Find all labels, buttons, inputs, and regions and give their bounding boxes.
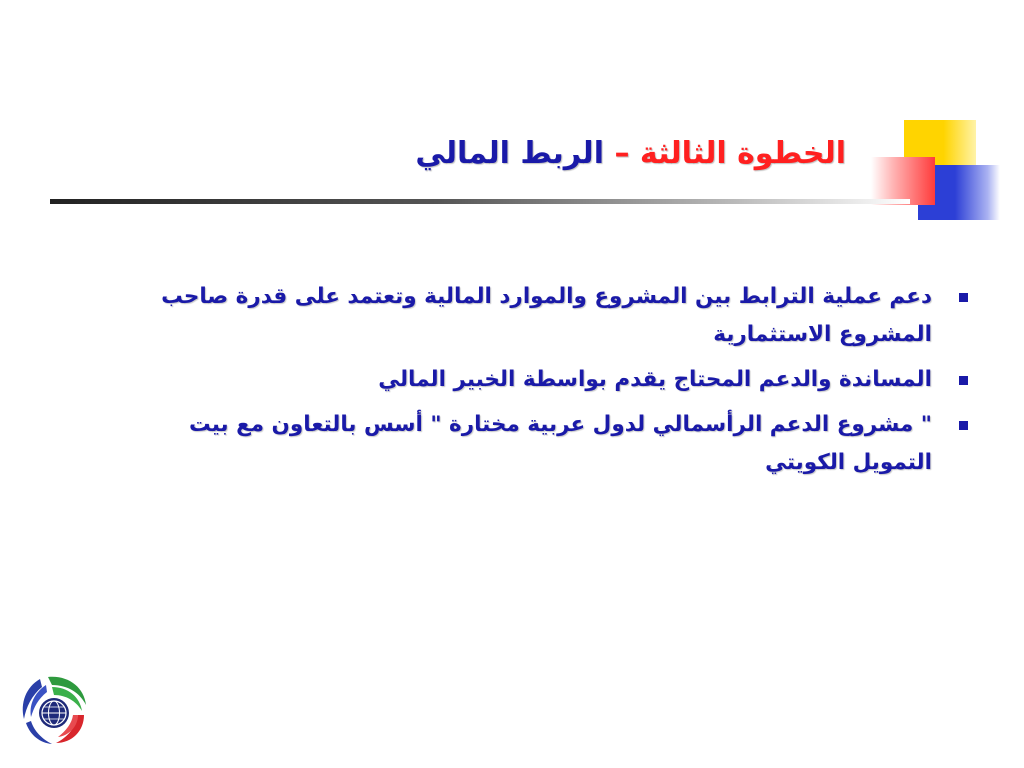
bullet-text: " مشروع الدعم الرأسمالي لدول عربية مختارة " أسس بالتعاون مع بيت التمويل الكويتي (188, 412, 932, 475)
bullet-square-icon (959, 421, 968, 430)
bullet-item (132, 361, 932, 399)
bullet-item (132, 406, 932, 482)
slide-title-highlight: الخطوة الثالثة – (614, 136, 846, 171)
bullet-square-icon (959, 293, 968, 302)
decor-red-square (871, 157, 935, 205)
title-divider (50, 199, 910, 204)
slide-title (415, 136, 846, 171)
bullet-item (132, 278, 932, 354)
bullet-text: دعم عملية الترابط بين المشروع والموارد المالية وتعتمد على قدرة صاحب المشروع الاستثمارية (161, 284, 932, 347)
bullet-square-icon (959, 376, 968, 385)
bullet-text: المساندة والدعم المحتاج يقدم بواسطة الخبير المالي (378, 367, 932, 392)
slide-title-main: الربط المالي (415, 136, 604, 171)
organization-emblem-icon (18, 673, 88, 745)
bullet-list (132, 278, 932, 489)
